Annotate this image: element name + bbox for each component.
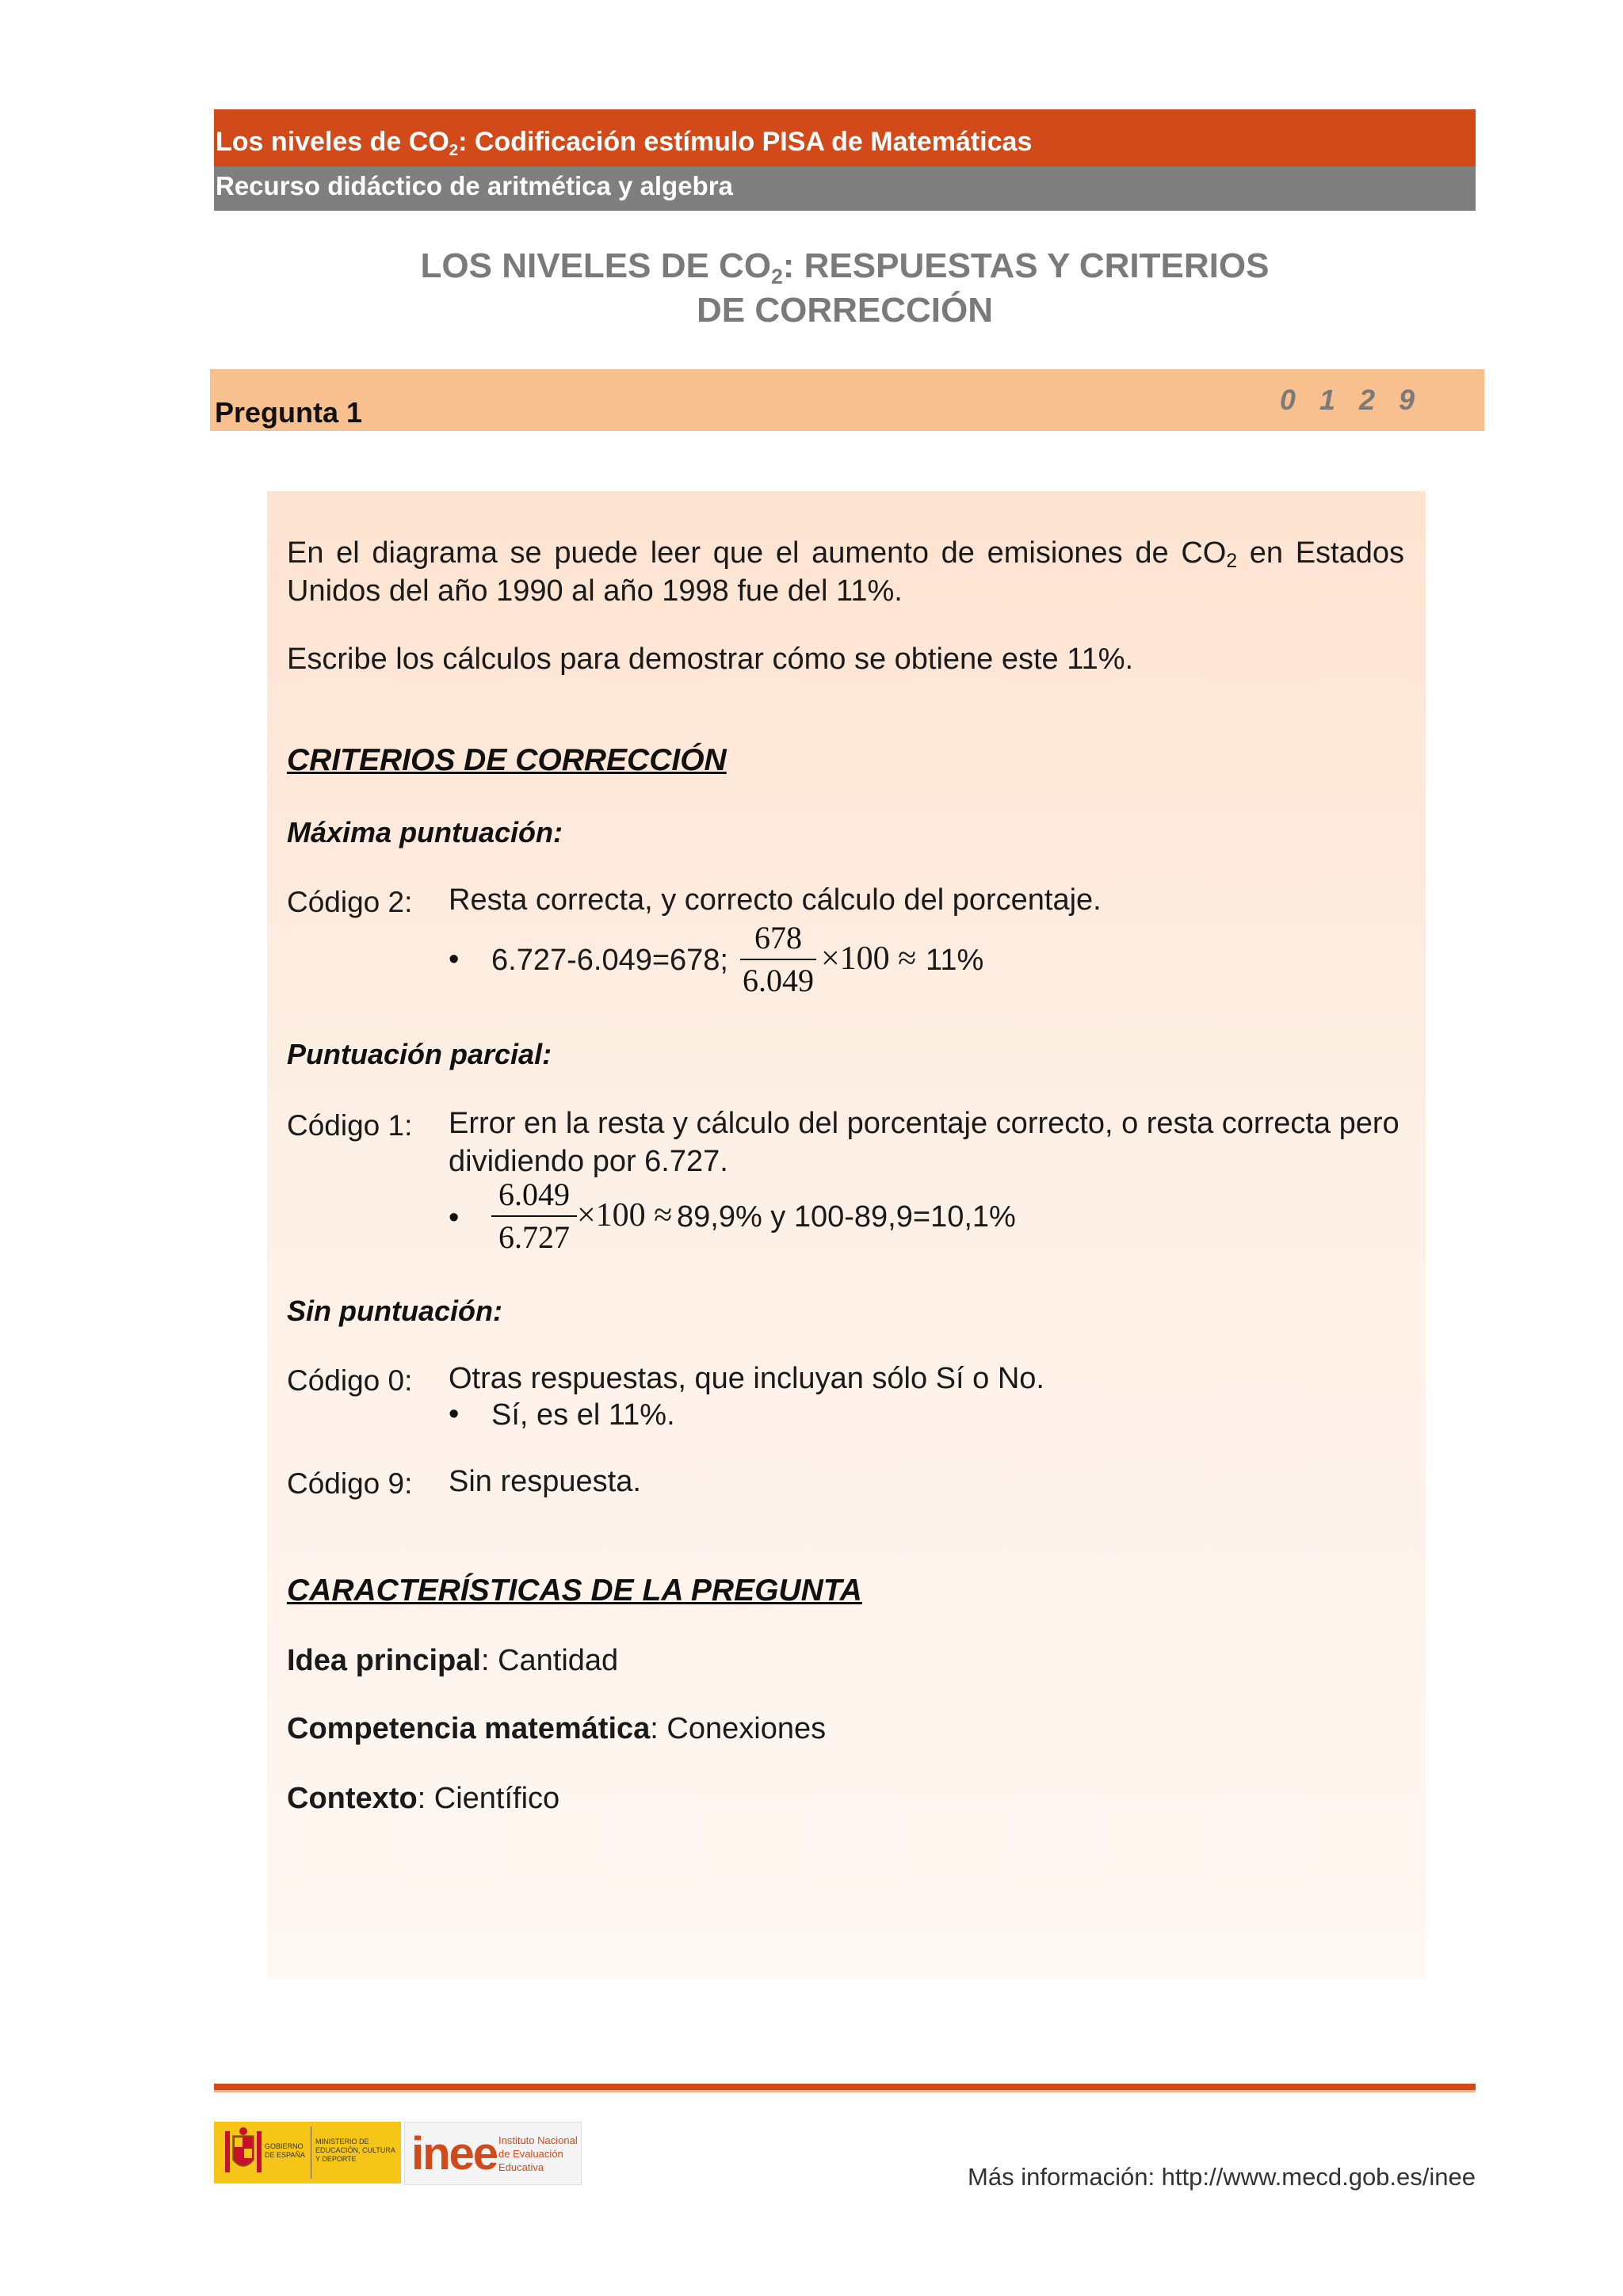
code-0-example: Sí, es el 11%. <box>491 1398 675 1432</box>
code-1-fraction-denominator: 6.727 <box>498 1219 570 1255</box>
code-1-multiplier: ×100 ≈ <box>577 1197 673 1234</box>
question-bar <box>210 369 1484 431</box>
bullet-glyph: • <box>449 1201 460 1234</box>
characteristics-heading: CARACTERÍSTICAS DE LA PREGUNTA <box>287 1573 862 1608</box>
document-subheader-title: Recurso didáctico de aritmética y algebra <box>216 171 733 200</box>
government-logo <box>214 2122 401 2183</box>
code-2-subtraction: 6.727-6.049=678; <box>491 944 728 977</box>
code-9-label: Código 9: <box>287 1467 413 1500</box>
code-1-text: Error en la resta y cálculo del porcentaje correcto, o resta correcta pero dividiendo por 6.727. <box>449 1107 1400 1178</box>
question-codes: 0 1 2 9 <box>1279 383 1423 416</box>
code-2-text: Resta correcta, y correcto cálculo del porcentaje. <box>449 883 1102 917</box>
criteria-heading: CRITERIOS DE CORRECCIÓN <box>287 743 727 777</box>
ministry-text: MINISTERIO DE EDUCACIÓN, CULTURA Y DEPORTE <box>315 2138 395 2163</box>
code-2-result: 11% <box>926 944 984 977</box>
code-2-fraction-numerator: 678 <box>754 920 802 955</box>
bullet-glyph: • <box>449 943 460 976</box>
inee-subtitle: Instituto Nacional de Evaluación Educativa <box>498 2134 578 2173</box>
code-2-label: Código 2: <box>287 886 413 918</box>
document-subheader-bar <box>214 166 1476 211</box>
code-9-text: Sin respuesta. <box>449 1465 641 1498</box>
context: Contexto: Científico <box>287 1782 560 1815</box>
statement-paragraph-2: Escribe los cálculos para demostrar cómo se obtiene este 11%. <box>287 643 1134 676</box>
code-1-label: Código 1: <box>287 1109 413 1142</box>
question-label: Pregunta 1 <box>215 396 363 429</box>
inee-wordmark: inee <box>411 2128 498 2180</box>
gov-text: GOBIERNO DE ESPAÑA <box>265 2142 305 2159</box>
math-competence: Competencia matemática: Conexiones <box>287 1712 827 1745</box>
inee-logo <box>404 2122 582 2185</box>
more-info-link[interactable]: Más información: http://www.mecd.gob.es/inee <box>968 2163 1476 2191</box>
code-2-multiplier: ×100 ≈ <box>821 940 917 977</box>
main-idea: Idea principal: Cantidad <box>287 1644 619 1677</box>
max-score-heading: Máxima puntuación: <box>287 816 563 849</box>
bullet-glyph: • <box>449 1398 460 1431</box>
code-0-text: Otras respuestas, que incluyan sólo Sí o No. <box>449 1362 1044 1395</box>
document-header-title: Los niveles de $CO_2$: Codificación estímulo PISA de Matemáticas <box>216 127 1033 159</box>
footer-divider <box>214 2084 1476 2092</box>
code-2-fraction-denominator: 6.049 <box>743 963 814 998</box>
code-1-fraction-numerator: 6.049 <box>498 1177 570 1212</box>
document-header-bar <box>214 109 1476 166</box>
coat-of-arms-icon <box>220 2125 266 2180</box>
no-score-heading: Sin puntuación: <box>287 1295 502 1327</box>
code-1-result: 89,9% y 100-89,9=10,1% <box>677 1200 1016 1234</box>
code-0-label: Código 0: <box>287 1364 413 1397</box>
code-2-fraction <box>740 919 816 1000</box>
partial-score-heading: Puntuación parcial: <box>287 1038 552 1070</box>
statement-paragraph-1: En el diagrama se puede leer que el aumento de emisiones de $CO_2$ en Estados Unidos del año 1990 al año 1998 fue del 11%. <box>287 536 1405 608</box>
code-1-fraction <box>491 1176 577 1257</box>
page-title: LOS NIVELES DE $CO_2$: RESPUESTAS Y CRITERIOS DE CORRECCIÓN <box>420 246 1270 330</box>
